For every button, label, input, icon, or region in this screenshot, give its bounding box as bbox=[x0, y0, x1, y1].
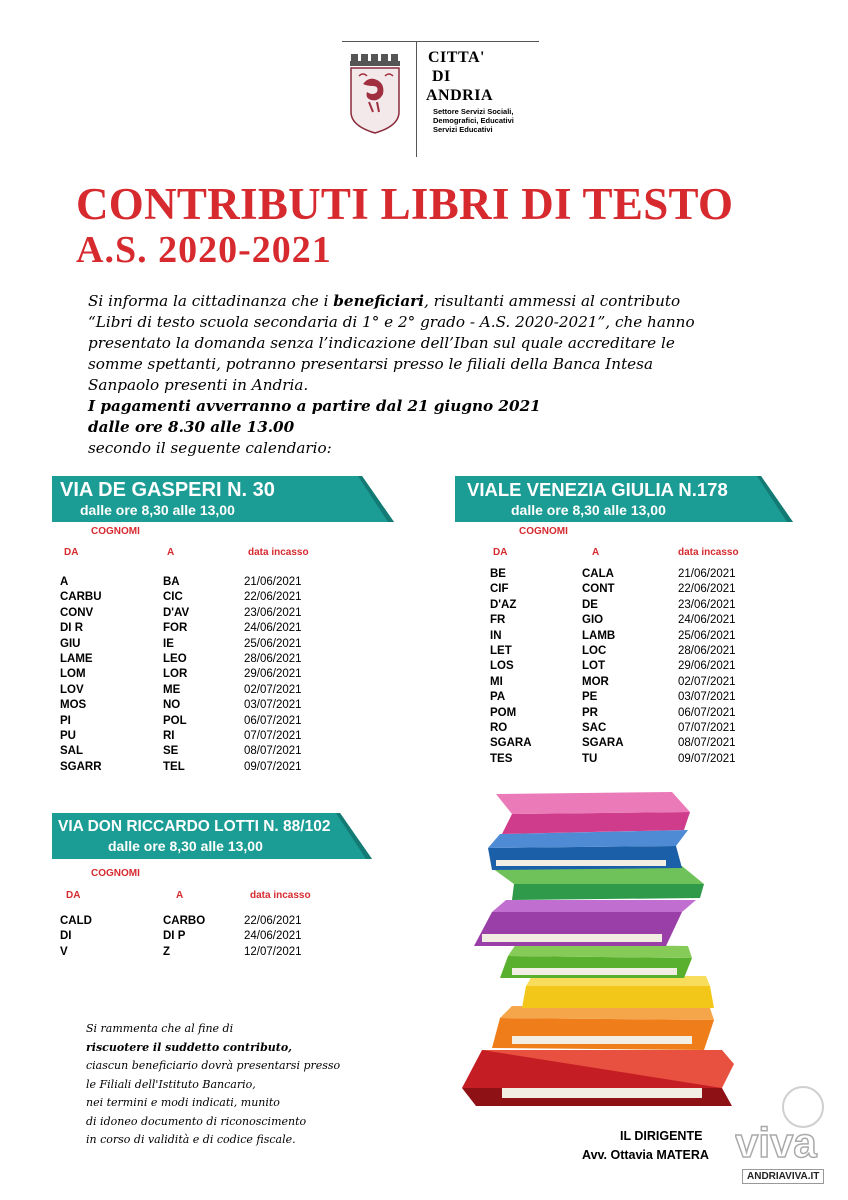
schedule-table-don-riccardo-lotti bbox=[60, 868, 360, 968]
surname-to: PR bbox=[582, 706, 598, 719]
surname-from: DI bbox=[60, 930, 72, 943]
surname-from: BE bbox=[490, 568, 506, 580]
surname-from: LOM bbox=[60, 668, 86, 681]
surname-to: DI P bbox=[163, 930, 186, 943]
surname-to: GIO bbox=[582, 614, 604, 627]
payment-date: 25/06/2021 bbox=[678, 629, 736, 642]
cognomi-label: COGNOMI bbox=[519, 526, 568, 537]
col-to-header: A bbox=[592, 547, 600, 558]
surname-from: FR bbox=[490, 614, 506, 627]
intro-line-4: somme spettanti, potranno presentarsi presso le filiali della Banca Intesa bbox=[88, 355, 654, 373]
surname-to: NO bbox=[163, 699, 181, 712]
surname-to: SGARA bbox=[582, 737, 624, 750]
branch-hours: dalle ore 8,30 alle 13,00 bbox=[80, 502, 235, 518]
surname-from: LET bbox=[490, 645, 512, 657]
payment-date: 03/07/2021 bbox=[244, 699, 302, 712]
surname-from: CONV bbox=[60, 606, 94, 619]
payment-date: 02/07/2021 bbox=[244, 683, 302, 696]
city-line-2: DI bbox=[432, 68, 451, 85]
payment-date: 28/06/2021 bbox=[244, 653, 302, 665]
surname-to: MOR bbox=[582, 675, 609, 688]
viva-logo-icon bbox=[735, 1085, 835, 1180]
intro-paragraph bbox=[88, 291, 788, 459]
payment-date: 09/07/2021 bbox=[678, 752, 736, 765]
intro-line-3: presentato la domanda senza l’indicazione dell’Iban sul quale accreditare le bbox=[88, 334, 675, 352]
surname-from: CARBU bbox=[60, 591, 102, 604]
surname-from: DI R bbox=[60, 622, 83, 635]
schedule-table-de-gasperi bbox=[60, 526, 360, 786]
signature-block bbox=[582, 1127, 709, 1165]
surname-from: GIU bbox=[60, 637, 81, 650]
payment-date: 24/06/2021 bbox=[244, 622, 302, 635]
surname-to: CONT bbox=[582, 583, 615, 596]
payment-date: 06/07/2021 bbox=[244, 714, 302, 727]
surname-to: LAMB bbox=[582, 629, 616, 642]
surname-to: LOC bbox=[582, 645, 607, 657]
branch-hours: dalle ore 8,30 alle 13,00 bbox=[511, 502, 666, 518]
payment-date: 12/07/2021 bbox=[244, 945, 302, 958]
col-date-header: data incasso bbox=[248, 547, 309, 558]
payment-date: 29/06/2021 bbox=[678, 660, 736, 673]
surname-from: A bbox=[60, 576, 69, 588]
surname-from: LOV bbox=[60, 683, 84, 696]
surname-from: LOS bbox=[490, 660, 514, 673]
header-rule bbox=[342, 41, 539, 42]
branch-name: VIALE VENEZIA GIULIA N.178 bbox=[467, 479, 728, 500]
intro-line-5: Sanpaolo presenti in Andria. bbox=[88, 376, 309, 394]
page-title: CONTRIBUTI LIBRI DI TESTO bbox=[76, 179, 734, 229]
page-subtitle: A.S. 2020-2021 bbox=[76, 229, 332, 271]
payment-date: 24/06/2021 bbox=[678, 614, 736, 627]
city-line-1: CITTA' bbox=[428, 49, 485, 66]
payment-date: 08/07/2021 bbox=[678, 737, 736, 750]
payment-date: 23/06/2021 bbox=[678, 598, 736, 611]
surname-from: POM bbox=[490, 706, 517, 719]
surname-to: TEL bbox=[163, 760, 185, 773]
surname-from: MI bbox=[490, 675, 503, 688]
surname-from: TES bbox=[490, 752, 513, 765]
city-name bbox=[426, 48, 493, 105]
header-divider bbox=[416, 41, 417, 157]
signature-role: IL DIRIGENTE bbox=[620, 1129, 703, 1143]
notice-line-4: le Filiali dell'Istituto Bancario, bbox=[86, 1077, 256, 1091]
col-from-header: DA bbox=[493, 547, 508, 558]
surname-to: RI bbox=[163, 730, 175, 742]
surname-to: LOR bbox=[163, 668, 188, 681]
payment-date: 29/06/2021 bbox=[244, 668, 302, 681]
col-to-header: A bbox=[167, 547, 175, 558]
payment-hours: dalle ore 8.30 alle 13.00 bbox=[88, 418, 295, 436]
intro-text: Si informa la cittadinanza che i bbox=[88, 292, 334, 310]
col-to-header: A bbox=[176, 890, 184, 901]
signature-name: Avv. Ottavia MATERA bbox=[582, 1148, 709, 1162]
sector-line-3: Servizi Educativi bbox=[433, 125, 493, 134]
viva-logo-text: viva bbox=[735, 1119, 817, 1166]
col-date-header: data incasso bbox=[250, 890, 311, 901]
payment-date: 23/06/2021 bbox=[244, 606, 302, 619]
payment-date: 09/07/2021 bbox=[244, 760, 302, 773]
notice-line-7: in corso di validità e di codice fiscale. bbox=[86, 1133, 296, 1146]
branch-banner-de-gasperi bbox=[52, 476, 394, 522]
surname-to: FOR bbox=[163, 622, 188, 635]
notice-line-6: di idoneo documento di riconoscimento bbox=[86, 1114, 307, 1128]
reminder-notice bbox=[86, 1020, 340, 1150]
payment-date: 03/07/2021 bbox=[678, 691, 736, 704]
notice-line-1: Si rammenta che al fine di bbox=[86, 1022, 234, 1035]
surname-to: IE bbox=[163, 637, 174, 650]
surname-from: LAME bbox=[60, 653, 93, 665]
surname-from: SGARA bbox=[490, 737, 532, 750]
surname-to: ME bbox=[163, 683, 181, 696]
payment-date: 02/07/2021 bbox=[678, 675, 736, 688]
watermark-site: ANDRIAVIVA.IT bbox=[742, 1169, 824, 1184]
surname-from: SGARR bbox=[60, 760, 102, 773]
col-from-header: DA bbox=[64, 547, 79, 558]
payment-date: 06/07/2021 bbox=[678, 706, 736, 719]
branch-banner-don-riccardo-lotti bbox=[52, 813, 372, 859]
payment-date: 24/06/2021 bbox=[244, 930, 302, 943]
surname-to: TU bbox=[582, 752, 598, 765]
surname-from: RO bbox=[490, 722, 508, 734]
sector-line-2: Demografici, Educativi bbox=[433, 116, 514, 125]
notice-line-3: ciascun beneficiario dovrà presentarsi presso bbox=[86, 1059, 341, 1072]
surname-to: CALA bbox=[582, 568, 614, 580]
surname-from: IN bbox=[490, 629, 502, 642]
payment-date: 22/06/2021 bbox=[678, 583, 736, 596]
sector-line-1: Settore Servizi Sociali, bbox=[433, 107, 514, 116]
payment-date: 08/07/2021 bbox=[244, 745, 302, 758]
col-from-header: DA bbox=[66, 890, 81, 901]
surname-from: PA bbox=[490, 691, 506, 704]
surname-to: DE bbox=[582, 598, 598, 611]
intro-emphasis: beneficiari bbox=[333, 292, 424, 310]
intro-line-2: “Libri di testo scuola secondaria di 1° e 2° grado - A.S. 2020-2021”, che hanno bbox=[88, 313, 695, 331]
city-line-3: ANDRIA bbox=[426, 87, 493, 104]
branch-name: VIA DON RICCARDO LOTTI N. 88/102 bbox=[58, 818, 331, 835]
payment-date: 22/06/2021 bbox=[244, 591, 302, 604]
surname-to: SAC bbox=[582, 722, 607, 734]
surname-from: MOS bbox=[60, 699, 87, 712]
surname-from: PU bbox=[60, 730, 76, 742]
payment-date: 21/06/2021 bbox=[244, 576, 302, 588]
surname-from: SAL bbox=[60, 745, 83, 758]
surname-to: CARBO bbox=[163, 915, 206, 927]
cognomi-label: COGNOMI bbox=[91, 868, 140, 879]
cognomi-label: COGNOMI bbox=[91, 526, 140, 537]
payment-date: 22/06/2021 bbox=[244, 915, 302, 927]
payment-date: 07/07/2021 bbox=[244, 730, 302, 742]
surname-to: Z bbox=[163, 945, 171, 958]
surname-to: PE bbox=[582, 691, 598, 704]
branch-hours: dalle ore 8,30 alle 13,00 bbox=[108, 838, 263, 854]
book-stack-illustration bbox=[452, 788, 742, 1118]
payment-date: 07/07/2021 bbox=[678, 722, 736, 734]
intro-line-8: secondo il seguente calendario: bbox=[88, 439, 332, 457]
coat-of-arms-icon bbox=[349, 54, 401, 134]
schedule-table-venezia-giulia bbox=[490, 526, 790, 786]
surname-to: SE bbox=[163, 745, 179, 758]
surname-from: D'AZ bbox=[490, 598, 517, 611]
surname-from: V bbox=[60, 945, 68, 958]
surname-from: CALD bbox=[60, 915, 92, 927]
surname-to: LEO bbox=[163, 653, 187, 665]
col-date-header: data incasso bbox=[678, 547, 739, 558]
payment-date: 25/06/2021 bbox=[244, 637, 302, 650]
notice-line-5: nei termini e modi indicati, munito bbox=[86, 1096, 280, 1109]
surname-to: POL bbox=[163, 714, 187, 727]
payment-date: 28/06/2021 bbox=[678, 645, 736, 657]
surname-from: PI bbox=[60, 714, 71, 727]
surname-to: CIC bbox=[163, 591, 183, 604]
branch-banner-venezia-giulia bbox=[455, 476, 793, 522]
intro-line-1 bbox=[88, 291, 788, 312]
surname-to: LOT bbox=[582, 660, 605, 673]
payment-start: I pagamenti avverranno a partire dal 21 giugno 2021 bbox=[88, 397, 541, 415]
sector-name bbox=[433, 107, 543, 134]
branch-name: VIA DE GASPERI N. 30 bbox=[60, 479, 275, 501]
surname-from: CIF bbox=[490, 583, 509, 596]
surname-to: D'AV bbox=[163, 606, 190, 619]
notice-line-2: riscuotere il suddetto contributo, bbox=[86, 1040, 293, 1054]
payment-date: 21/06/2021 bbox=[678, 568, 736, 580]
surname-to: BA bbox=[163, 576, 180, 588]
intro-text: , risultanti ammessi al contributo bbox=[423, 292, 681, 310]
